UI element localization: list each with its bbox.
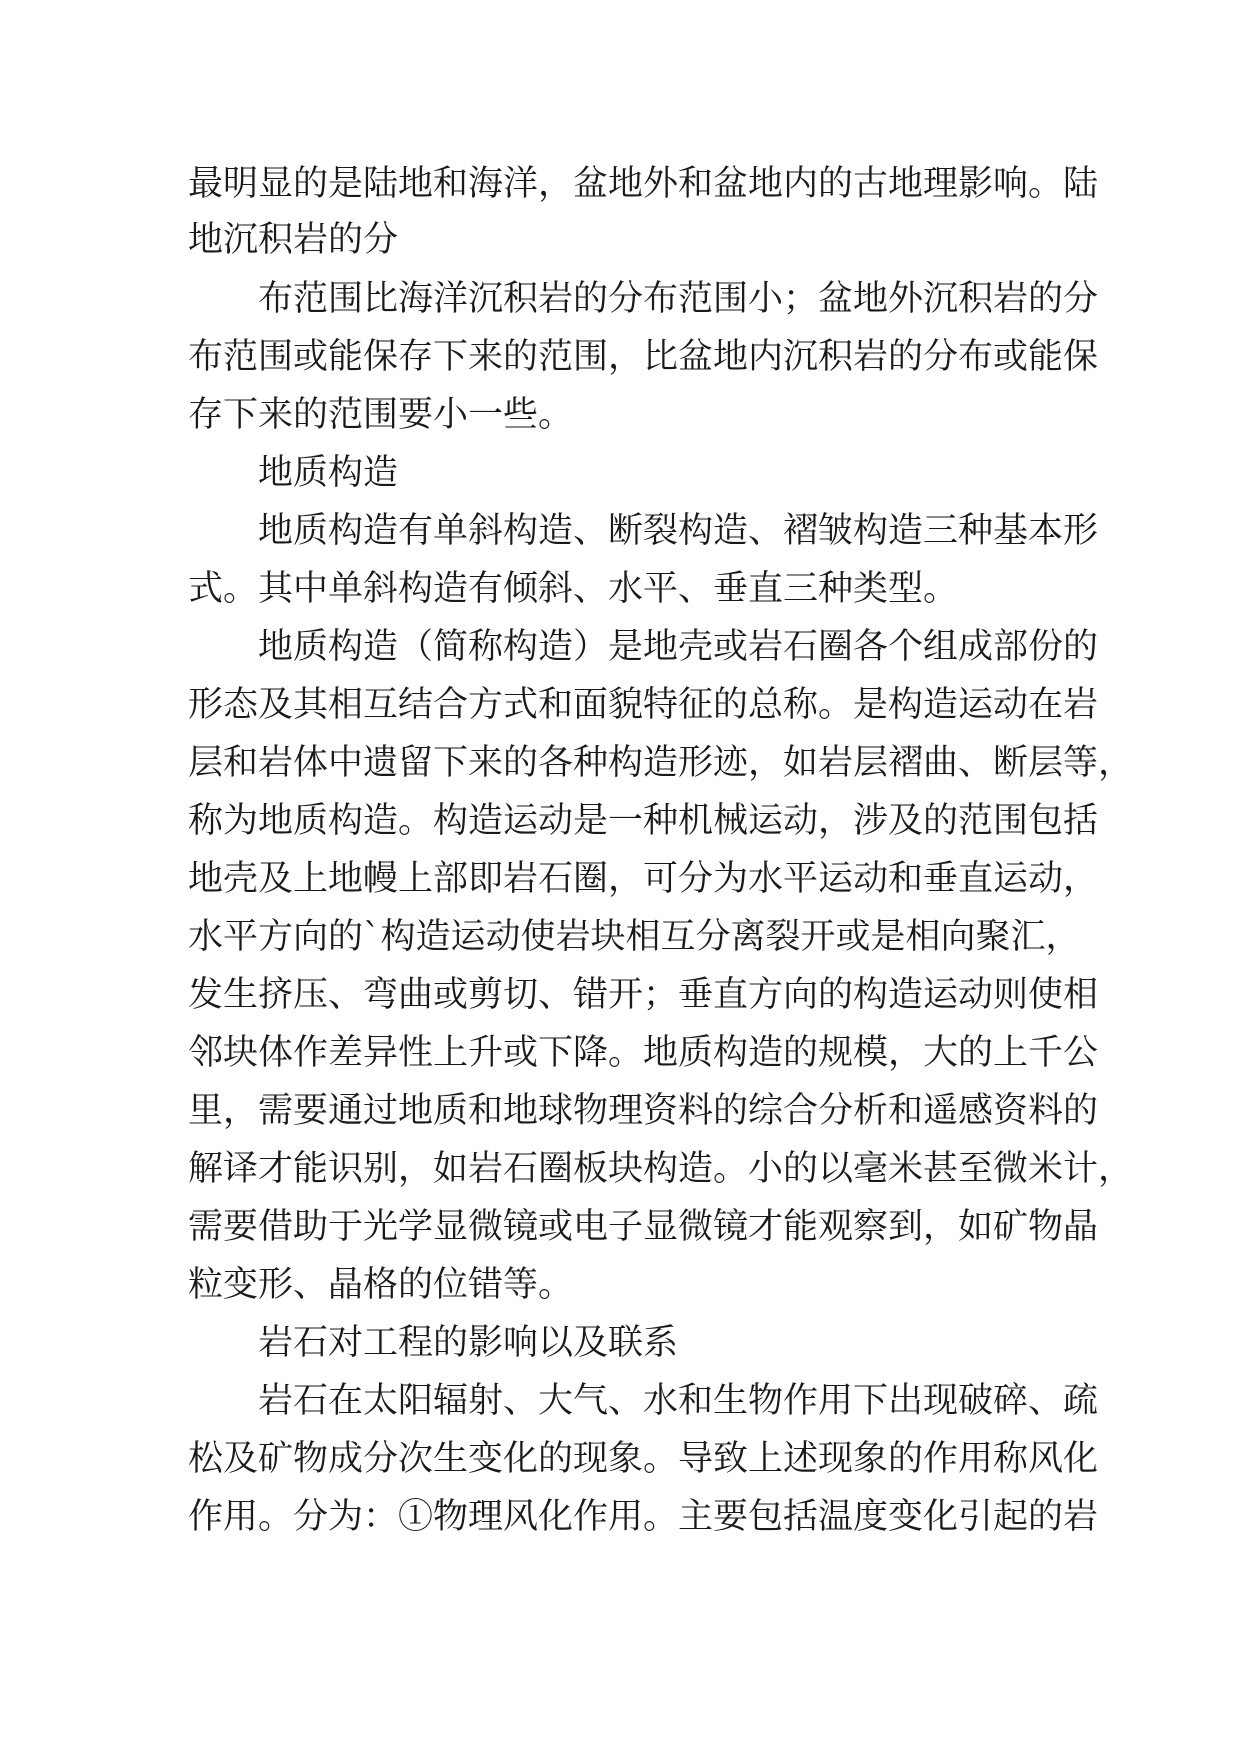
text-line: 层和岩体中遗留下来的各种构造形迹，如岩层褶曲、断层等， bbox=[188, 743, 1134, 783]
text-line: 粒变形、晶格的位错等。 bbox=[188, 1265, 574, 1305]
text-line: 邻块体作差异性上升或下降。地质构造的规模，大的上千公 bbox=[188, 1033, 1099, 1073]
text-line: 布范围比海洋沉积岩的分布范围小；盆地外沉积岩的分 bbox=[258, 279, 1099, 319]
text-line: 称为地质构造。构造运动是一种机械运动，涉及的范围包括 bbox=[188, 801, 1099, 841]
text-line: 最明显的是陆地和海洋，盆地外和盆地内的古地理影响。陆 bbox=[188, 164, 1099, 204]
text-line: 水平方向的`构造运动使岩块相互分离裂开或是相向聚汇， bbox=[188, 917, 1081, 957]
text-line: 存下来的范围要小一些。 bbox=[188, 395, 574, 435]
text-line: 解译才能识别，如岩石圈板块构造。小的以毫米甚至微米计， bbox=[188, 1149, 1134, 1189]
text-line: 地质构造（简称构造）是地壳或岩石圈各个组成部份的 bbox=[258, 627, 1099, 667]
text-line: 松及矿物成分次生变化的现象。导致上述现象的作用称风化 bbox=[188, 1439, 1099, 1479]
text-line: 作用。分为：①物理风化作用。主要包括温度变化引起的岩 bbox=[188, 1497, 1099, 1537]
text-line: 地壳及上地幔上部即岩石圈，可分为水平运动和垂直运动， bbox=[188, 859, 1099, 899]
text-line: 地质构造有单斜构造、断裂构造、褶皱构造三种基本形 bbox=[258, 511, 1099, 551]
text-line: 布范围或能保存下来的范围，比盆地内沉积岩的分布或能保 bbox=[188, 337, 1099, 377]
text-line: 发生挤压、弯曲或剪切、错开；垂直方向的构造运动则使相 bbox=[188, 975, 1099, 1015]
section-heading: 岩石对工程的影响以及联系 bbox=[258, 1323, 679, 1363]
text-line: 岩石在太阳辐射、大气、水和生物作用下出现破碎、疏 bbox=[258, 1381, 1099, 1421]
text-line: 地沉积岩的分 bbox=[188, 220, 399, 260]
text-line: 需要借助于光学显微镜或电子显微镜才能观察到，如矿物晶 bbox=[188, 1207, 1099, 1247]
section-heading: 地质构造 bbox=[258, 453, 399, 493]
text-line: 式。其中单斜构造有倾斜、水平、垂直三种类型。 bbox=[188, 569, 959, 609]
text-line: 形态及其相互结合方式和面貌特征的总称。是构造运动在岩 bbox=[188, 685, 1099, 725]
text-line: 里，需要通过地质和地球物理资料的综合分析和遥感资料的 bbox=[188, 1091, 1099, 1131]
